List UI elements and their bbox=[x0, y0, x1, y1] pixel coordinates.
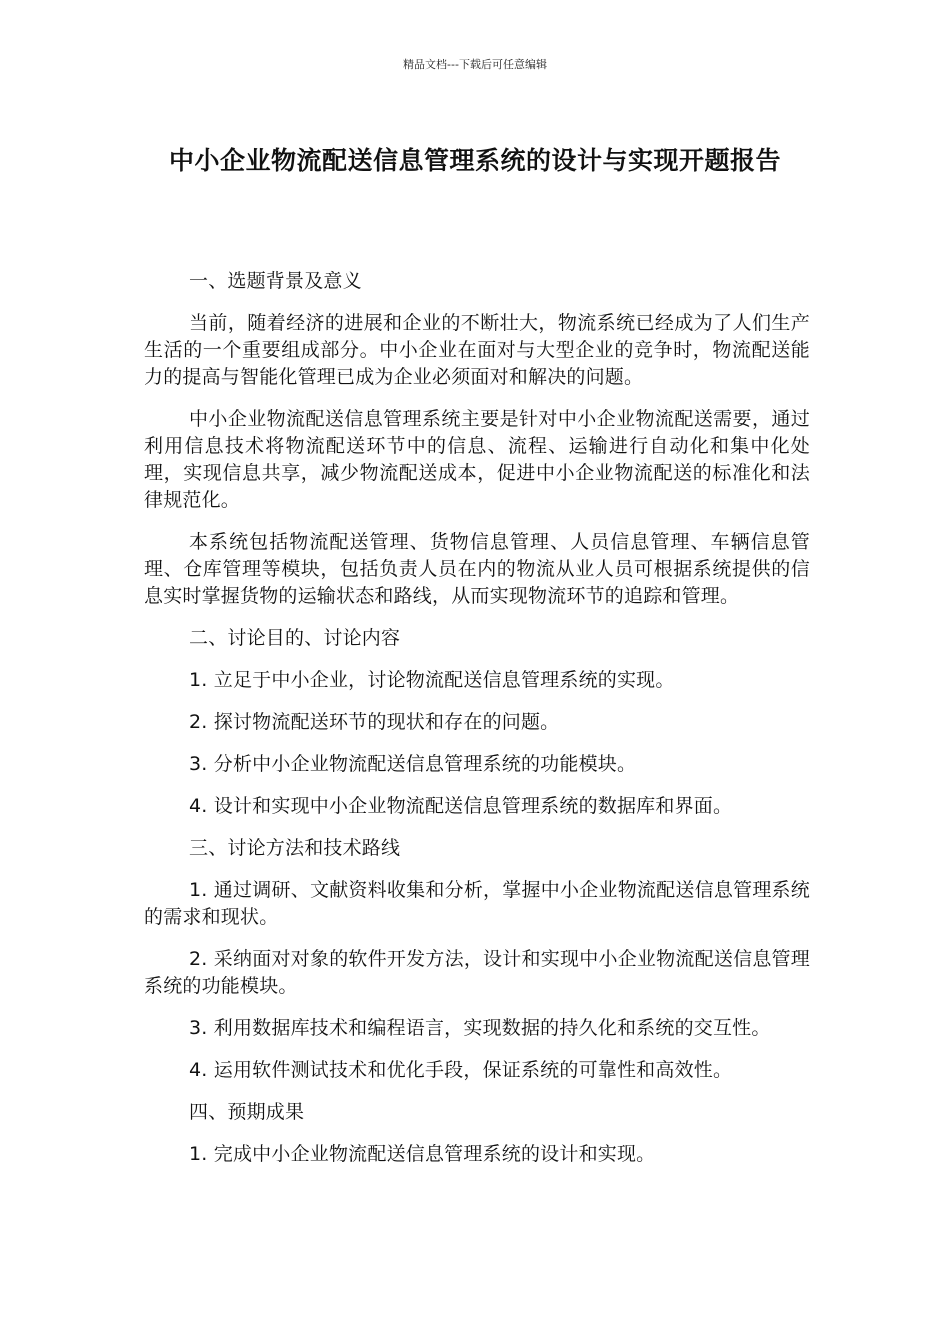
paragraph-background-3: 本系统包括物流配送管理、货物信息管理、人员信息管理、车辆信息管理、仓库管理等模块，包括负责人员在内的物流从业人员可根据系统提供的信息实时掌握货物的运输状态和路线，从而实现物流环节的追踪和管理。 bbox=[144, 531, 810, 607]
section-heading-methods: 三、讨论方法和技术路线 bbox=[189, 837, 401, 859]
section-heading-objectives: 二、讨论目的、讨论内容 bbox=[189, 627, 401, 649]
list-item-method-2: 2. 采纳面对对象的软件开发方法，设计和实现中小企业物流配送信息管理系统的功能模块。 bbox=[144, 948, 810, 997]
list-item-outcome-1: 1. 完成中小企业物流配送信息管理系统的设计和实现。 bbox=[189, 1143, 656, 1165]
paragraph-background-1: 当前，随着经济的进展和企业的不断壮大，物流系统已经成为了人们生产生活的一个重要组成部分。中小企业在面对与大型企业的竞争时，物流配送能力的提高与智能化管理已成为企业必须面对和解决的问题。 bbox=[144, 312, 810, 388]
document-title: 中小企业物流配送信息管理系统的设计与实现开题报告 bbox=[168, 146, 781, 175]
list-item-objective-2: 2. 探讨物流配送环节的现状和存在的问题。 bbox=[189, 711, 560, 733]
paragraph-background-2: 中小企业物流配送信息管理系统主要是针对中小企业物流配送需要，通过利用信息技术将物流配送环节中的信息、流程、运输进行自动化和集中化处理，实现信息共享，减少物流配送成本，促进中小企业物流配送的标准化和法律规范化。 bbox=[144, 408, 810, 511]
list-item-method-4: 4. 运用软件测试技术和优化手段，保证系统的可靠性和高效性。 bbox=[189, 1059, 733, 1081]
section-heading-outcomes: 四、预期成果 bbox=[189, 1101, 305, 1123]
section-heading-background: 一、选题背景及意义 bbox=[189, 270, 362, 292]
header-note: 精品文档---下载后可任意编辑 bbox=[403, 58, 547, 71]
list-item-objective-3: 3. 分析中小企业物流配送信息管理系统的功能模块。 bbox=[189, 753, 637, 775]
list-item-method-3: 3. 利用数据库技术和编程语言，实现数据的持久化和系统的交互性。 bbox=[189, 1017, 771, 1039]
list-item-objective-4: 4. 设计和实现中小企业物流配送信息管理系统的数据库和界面。 bbox=[189, 795, 733, 817]
list-item-method-1: 1. 通过调研、文献资料收集和分析，掌握中小企业物流配送信息管理系统的需求和现状。 bbox=[144, 879, 810, 928]
list-item-objective-1: 1. 立足于中小企业，讨论物流配送信息管理系统的实现。 bbox=[189, 669, 675, 691]
document-body bbox=[144, 268, 810, 1183]
